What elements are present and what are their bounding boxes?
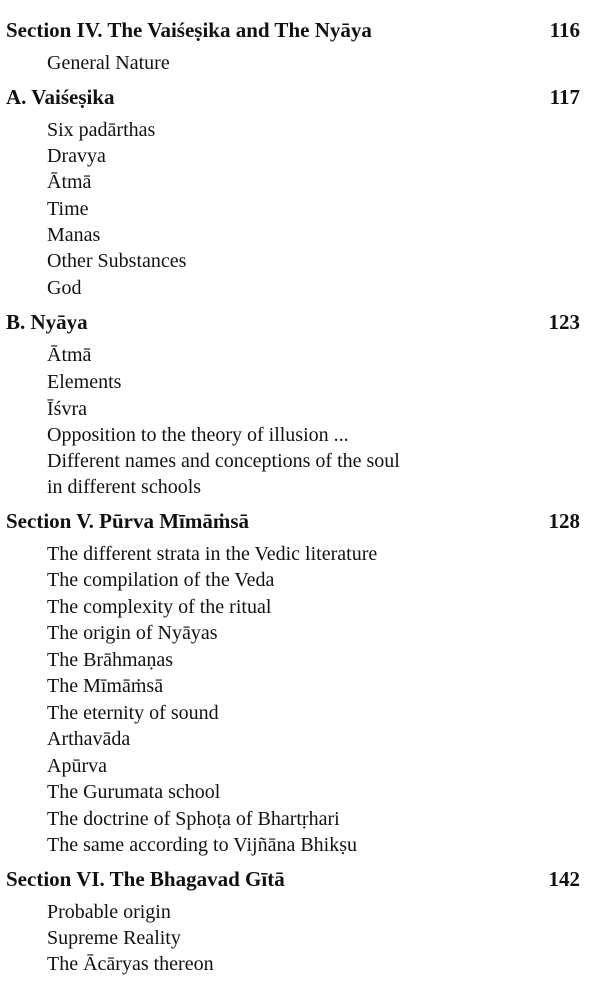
heading-page-number: 142 (548, 867, 580, 891)
toc-entry[interactable]: The origin of Nyāyas (47, 622, 218, 644)
toc-heading-section-iv[interactable] (6, 15, 580, 45)
heading-page-number: 116 (549, 18, 580, 42)
toc-entry[interactable]: The complexity of the ritual (47, 596, 272, 618)
heading-title: Section IV. The Vaiśeṣika and The Nyāya (6, 18, 372, 42)
toc-entry[interactable]: Elements (47, 371, 122, 393)
toc-entry[interactable]: Apūrva (47, 755, 107, 777)
toc-entry[interactable]: The Brāhmaṇas (47, 649, 174, 671)
heading-page-number: 117 (549, 85, 580, 109)
toc-entry[interactable]: The Ācāryas thereon (47, 953, 214, 975)
toc-heading-nyaya[interactable] (6, 307, 580, 337)
toc-entry[interactable]: Opposition to the theory of illusion ... (47, 424, 349, 446)
toc-entry[interactable]: Supreme Reality (47, 927, 181, 949)
toc-heading-vaisesika[interactable] (6, 82, 580, 112)
heading-title: B. Nyāya (6, 310, 88, 334)
toc-entry[interactable]: God (47, 277, 82, 299)
toc-entry[interactable]: Arthavāda (47, 728, 131, 750)
toc-entry[interactable]: Six padārthas (47, 119, 156, 141)
toc-heading-section-vi[interactable] (6, 864, 580, 894)
toc-entry[interactable]: The same according to Vijñāna Bhikṣu (47, 834, 358, 856)
toc-entry[interactable]: The eternity of sound (47, 702, 219, 724)
toc-entry[interactable]: Probable origin (47, 901, 171, 923)
toc-entry[interactable]: General Nature (47, 52, 170, 74)
toc-entry[interactable]: Different names and conceptions of the soul (47, 450, 400, 472)
heading-page-number: 123 (548, 310, 580, 334)
toc-entry[interactable]: The Gurumata school (47, 781, 221, 803)
toc-entry[interactable]: Time (47, 198, 89, 220)
toc-heading-section-v[interactable] (6, 506, 580, 536)
toc-entry[interactable]: The different strata in the Vedic literature (47, 543, 378, 565)
heading-title: Section VI. The Bhagavad Gītā (6, 867, 285, 891)
toc-entry[interactable]: Dravya (47, 145, 106, 167)
heading-title: A. Vaiśeṣika (6, 85, 115, 109)
heading-page-number: 128 (548, 509, 580, 533)
toc-entry[interactable]: Ātmā (47, 344, 92, 366)
toc-entry[interactable]: Ātmā (47, 171, 92, 193)
toc-entry[interactable]: Manas (47, 224, 101, 246)
toc-entry[interactable]: The doctrine of Sphoṭa of Bhartṛhari (47, 808, 340, 830)
toc-entry[interactable]: The compilation of the Veda (47, 569, 275, 591)
toc-entry[interactable]: Other Substances (47, 250, 187, 272)
heading-title: Section V. Pūrva Mīmāṁsā (6, 509, 250, 533)
toc-entry[interactable]: The Mīmāṁsā (47, 675, 164, 697)
toc-entry[interactable]: in different schools (47, 476, 202, 498)
toc-entry[interactable]: Īśvra (47, 398, 87, 420)
